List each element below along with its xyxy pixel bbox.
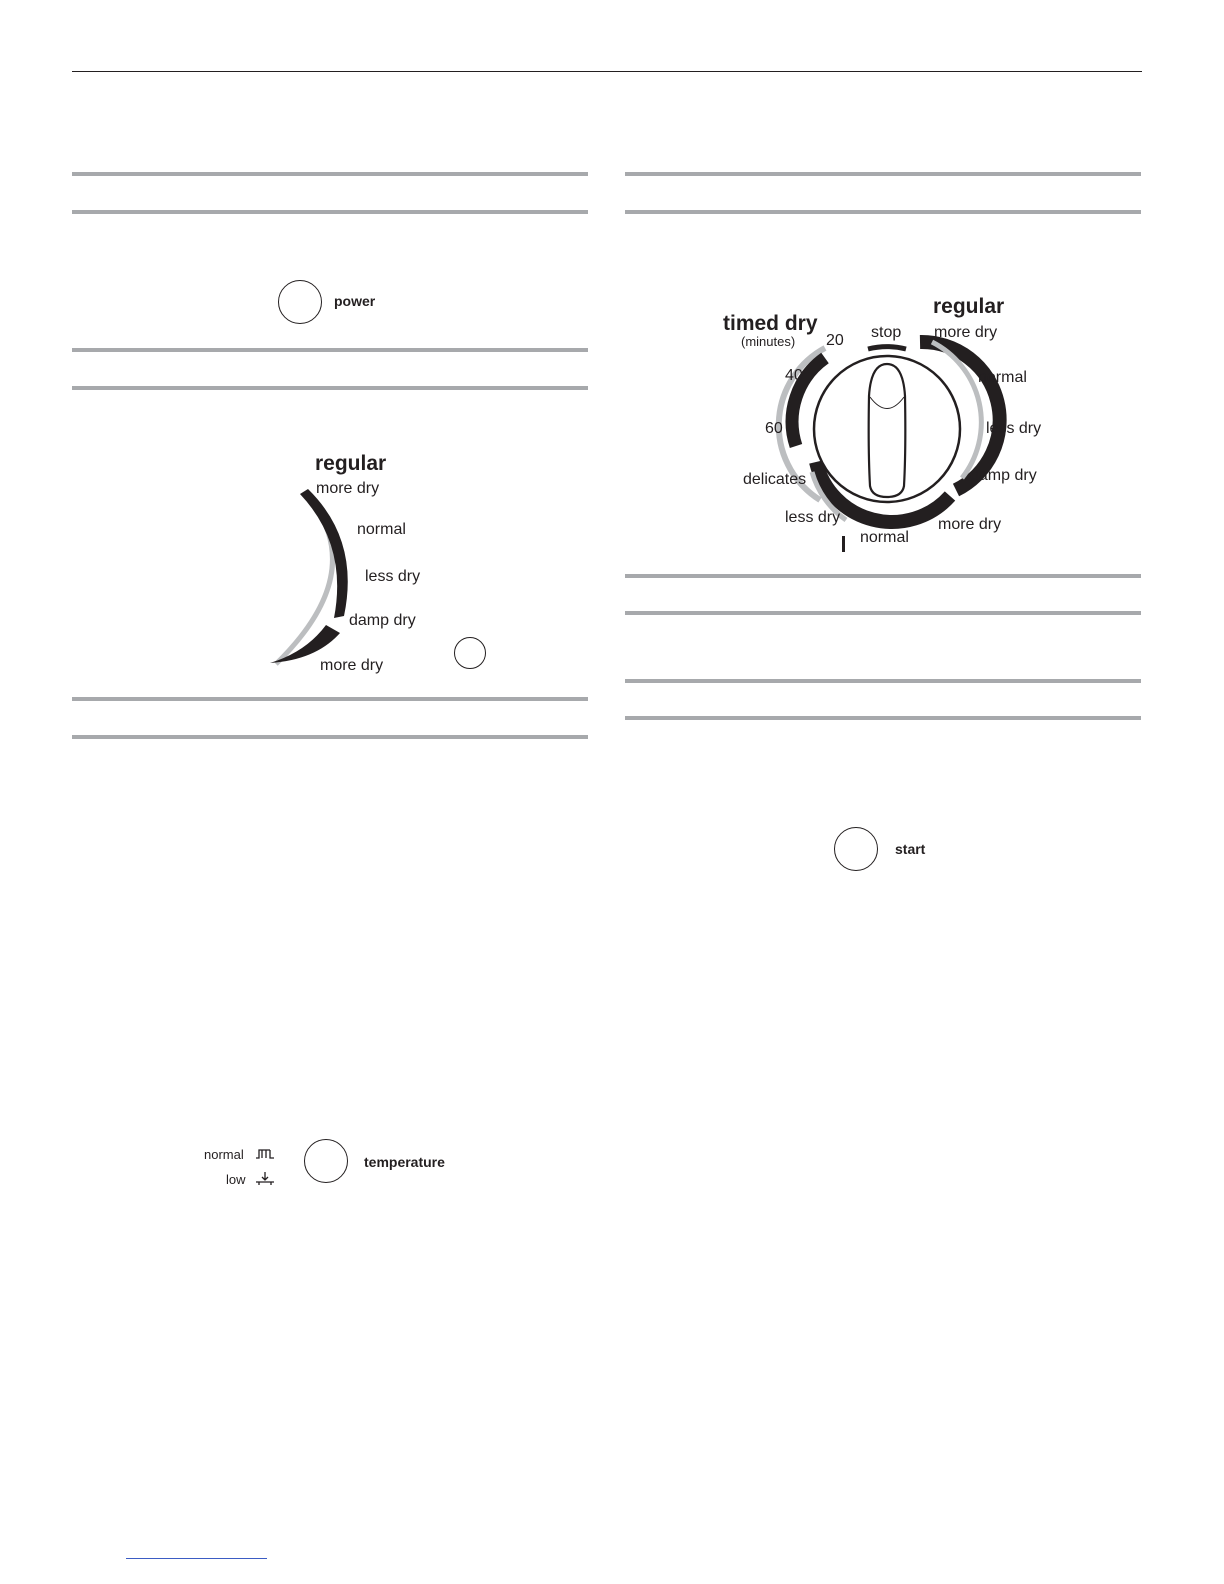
timed-dry-subheading: (minutes) [741, 334, 796, 349]
power-button-label: power [334, 293, 376, 309]
regular-level-label: damp dry [970, 467, 1037, 484]
regular-level-label: more dry [934, 324, 998, 341]
dryness-level-label: damp dry [349, 612, 416, 629]
start-button[interactable] [834, 827, 878, 871]
temperature-option-low-label: low [226, 1172, 246, 1187]
dryness-level-label: less dry [365, 568, 421, 585]
start-button-label: start [895, 841, 926, 857]
dial-knob-grip [869, 364, 906, 497]
timed-dry-heading: timed dry [723, 312, 818, 335]
stop-marker [868, 347, 906, 349]
dryness-dial-heading: regular [315, 452, 387, 475]
dial-position-tick [842, 536, 845, 552]
stop-label: stop [871, 324, 902, 341]
dryness-level-label: normal [357, 521, 406, 538]
dryness-level-label: more dry [320, 657, 384, 674]
temperature-option-normal-label: normal [204, 1147, 244, 1162]
regular-level-label: normal [978, 369, 1027, 386]
temperature-button-label: temperature [364, 1154, 445, 1170]
timed-dry-minutes: 20 [826, 332, 844, 349]
dryness-level-label: more dry [316, 480, 380, 497]
timed-dry-minutes: 40 [785, 367, 803, 384]
delicates-level-label: normal [860, 529, 909, 546]
delicates-heading: delicates [743, 471, 807, 488]
footer-link-underline[interactable] [126, 1558, 267, 1559]
delicates-level-label: less dry [785, 509, 841, 526]
regular-heading: regular [933, 295, 1005, 318]
regular-level-label: less dry [986, 420, 1042, 437]
timed-dry-minutes: 60 [765, 420, 783, 437]
regular-level-label: more dry [938, 516, 1002, 533]
